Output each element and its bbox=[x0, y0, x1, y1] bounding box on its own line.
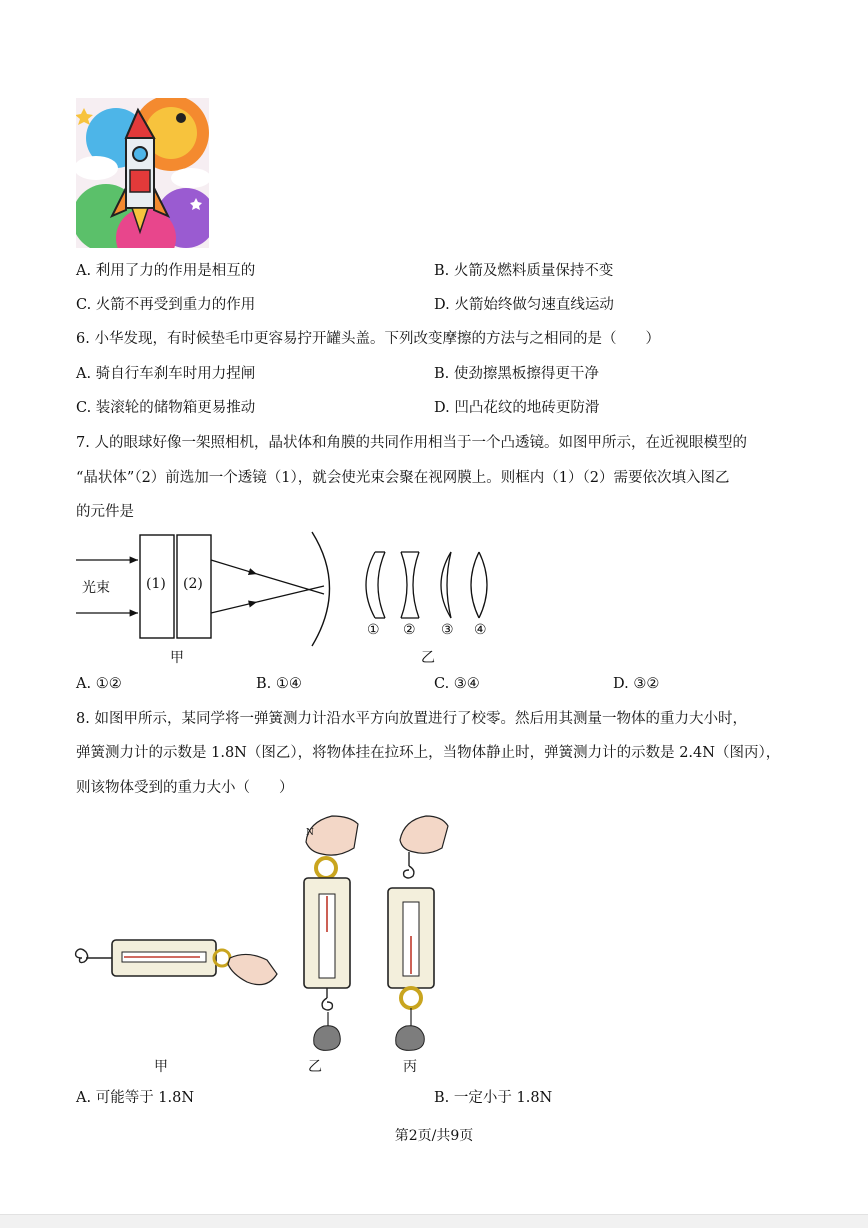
q5-option-c: C. 火箭不再受到重力的作用 bbox=[76, 297, 256, 313]
caption-q8-jia: 甲 bbox=[154, 1059, 168, 1075]
lens-label-3: ③ bbox=[441, 622, 454, 638]
q6-option-a: A. 骑自行车刹车时用力捏闸 bbox=[76, 366, 256, 382]
q7-stem-line-1: 7. 人的眼球好像一架照相机，晶状体和角膜的共同作用相当于一个凸透镜。如图甲所示，在近视眼模型的 bbox=[76, 435, 747, 451]
q6-stem: 6. 小华发现，有时候垫毛巾更容易拧开罐头盖。下列改变摩擦的方法与之相同的是（ ） bbox=[76, 331, 660, 347]
q8-stem-line-3: 则该物体受到的重力大小（ ） bbox=[76, 780, 294, 796]
box-1-label: (1) bbox=[146, 576, 166, 592]
q7-option-d: D. ③② bbox=[613, 676, 660, 692]
beam-label: 光束 bbox=[82, 580, 110, 596]
viewer-bottom-bar bbox=[0, 1214, 868, 1228]
caption-q8-bing: 丙 bbox=[403, 1059, 417, 1075]
page-footer: 第2页/共9页 bbox=[394, 1128, 474, 1144]
q7-option-c: C. ③④ bbox=[434, 676, 480, 692]
q5-option-b: B. 火箭及燃料质量保持不变 bbox=[434, 263, 614, 279]
spring-scale-bing-figure bbox=[378, 812, 458, 1057]
q5-option-d: D. 火箭始终做匀速直线运动 bbox=[434, 297, 614, 313]
q7-stem-line-3: 的元件是 bbox=[76, 504, 134, 520]
q6-option-c: C. 装滚轮的储物箱更易推动 bbox=[76, 400, 256, 416]
q5-option-a: A. 利用了力的作用是相互的 bbox=[76, 263, 256, 279]
lens-label-4: ④ bbox=[474, 622, 487, 638]
q6-option-d: D. 凹凸花纹的地砖更防滑 bbox=[434, 400, 600, 416]
rocket-illustration bbox=[76, 98, 209, 248]
box-2-label: (2) bbox=[183, 576, 203, 592]
spring-scale-horizontal-figure bbox=[72, 930, 282, 1000]
caption-jia: 甲 bbox=[170, 650, 184, 666]
q7-option-a: A. ①② bbox=[76, 676, 122, 692]
q8-option-a: A. 可能等于 1.8N bbox=[76, 1090, 195, 1106]
scale-yi-unit: N bbox=[306, 828, 314, 838]
q8-stem-line-2: 弹簧测力计的示数是 1.8N（图乙），将物体挂在拉环上，当物体静止时，弹簧测力计的示数是 2.4N（图丙）， bbox=[76, 745, 781, 761]
q7-stem-line-2: “晶状体”（2）前选加一个透镜（1），就会使光束会聚在视网膜上。则框内（1）（2）需要依次填入图乙 bbox=[76, 470, 730, 486]
q7-option-b: B. ①④ bbox=[256, 676, 302, 692]
lens-label-2: ② bbox=[403, 622, 416, 638]
q6-option-b: B. 使劲擦黑板擦得更干净 bbox=[434, 366, 599, 382]
caption-yi: 乙 bbox=[421, 650, 435, 666]
q8-stem-line-1: 8. 如图甲所示，某同学将一弹簧测力计沿水平方向放置进行了校零。然后用其测量一物体的重力大小时， bbox=[76, 711, 747, 727]
spring-scale-yi-figure bbox=[290, 812, 370, 1057]
q7-lens-figure bbox=[355, 548, 500, 622]
caption-q8-yi: 乙 bbox=[308, 1059, 322, 1075]
q8-option-b: B. 一定小于 1.8N bbox=[434, 1090, 553, 1106]
lens-label-1: ① bbox=[367, 622, 380, 638]
